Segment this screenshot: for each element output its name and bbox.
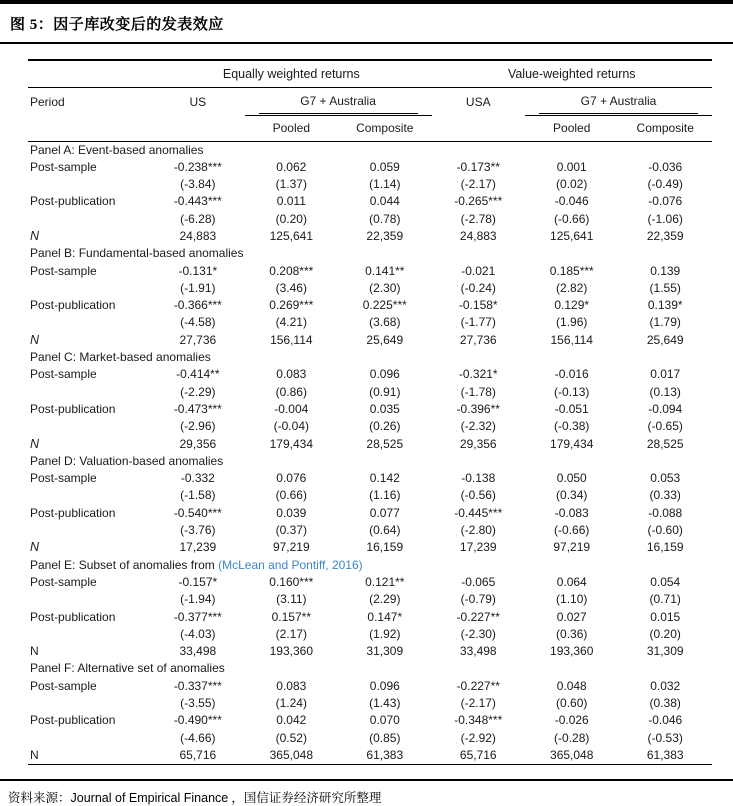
column-header-g7-australia-right	[525, 87, 712, 115]
cell-value: 97,219	[272, 540, 310, 555]
cell-value: (1.79)	[649, 315, 681, 330]
results-table-container	[28, 59, 712, 765]
cell-value: 65,716	[179, 747, 217, 762]
cell-value: (-2.17)	[460, 177, 496, 192]
cell-value: (-0.56)	[460, 488, 496, 503]
column-header-period: Period	[28, 87, 151, 141]
table-body	[28, 141, 712, 765]
cell-value: -0.227**	[456, 609, 500, 624]
cell-value: 0.157**	[271, 609, 311, 624]
cell-value: (-0.60)	[647, 523, 683, 538]
figure-title: 图 5：因子库改变后的发表效应	[10, 17, 224, 33]
cell-value: 0.160***	[269, 574, 314, 589]
row-label: Post-publication	[30, 609, 116, 624]
column-header-composite-left: Composite	[338, 115, 431, 141]
panel-title-text: Panel A: Event-based anomalies	[30, 142, 204, 157]
cell-value: -0.332	[180, 471, 215, 486]
row-label: N	[30, 540, 40, 555]
cell-value: 0.096	[369, 678, 400, 693]
table-row	[28, 159, 712, 176]
cell-value: 365,048	[269, 747, 313, 762]
cell-value: (-2.32)	[460, 419, 496, 434]
cell-value: -0.046	[648, 713, 683, 728]
cell-value: -0.445***	[454, 505, 503, 520]
cell-value: -0.337***	[173, 678, 222, 693]
cell-value: 0.225***	[362, 298, 407, 313]
panel-title	[28, 245, 712, 262]
cell-value: -0.158*	[458, 298, 498, 313]
column-header-pooled-left: Pooled	[245, 115, 338, 141]
cell-value: 17,239	[179, 540, 217, 555]
cell-value: (4.21)	[275, 315, 307, 330]
row-label: N	[30, 332, 40, 347]
panel-title-row	[28, 660, 712, 677]
table-row	[28, 436, 712, 453]
cell-value: (1.43)	[369, 696, 401, 710]
cell-value: (-2.30)	[460, 626, 496, 641]
column-header-row	[28, 87, 712, 115]
cell-value: 0.048	[556, 678, 587, 693]
cell-value: 156,114	[270, 332, 313, 347]
row-label	[28, 176, 151, 193]
table-row	[28, 609, 712, 626]
cell-value: (2.17)	[275, 626, 307, 641]
table-row	[28, 574, 712, 591]
row-label: Post-publication	[30, 298, 116, 313]
cell-value: -0.321*	[458, 367, 498, 382]
cell-value: 0.053	[650, 471, 681, 486]
cell-value: (0.13)	[649, 384, 681, 399]
cell-value: 25,649	[646, 332, 684, 347]
cell-value: -0.046	[554, 194, 589, 209]
cell-value: (0.64)	[369, 523, 401, 538]
cell-value: 0.139	[650, 263, 681, 278]
cell-value: (1.92)	[369, 626, 401, 641]
panel-title-row	[28, 453, 712, 470]
panel-title-row	[28, 141, 712, 159]
table-row	[28, 193, 712, 210]
cell-value: (2.29)	[369, 592, 401, 607]
cell-value: (-1.78)	[460, 384, 496, 399]
cell-value: (-2.78)	[460, 211, 496, 226]
table-row	[28, 487, 712, 504]
cell-value: 0.054	[650, 574, 681, 589]
cell-value: (1.37)	[275, 177, 307, 192]
cell-value: (-2.92)	[460, 730, 496, 745]
row-label	[28, 730, 151, 747]
panel-title	[28, 453, 712, 470]
cell-value: (-0.53)	[647, 730, 683, 745]
cell-value: (-0.66)	[554, 211, 590, 226]
g7-australia-right-label: G7 + Australia	[539, 88, 698, 114]
cell-value: 0.032	[650, 678, 681, 693]
table-row	[28, 626, 712, 643]
row-label: Post-sample	[30, 471, 97, 486]
cell-value: 28,525	[366, 436, 404, 451]
group-header-row	[28, 60, 712, 87]
cell-value: 29,356	[179, 436, 217, 451]
table-row	[28, 418, 712, 435]
table-row	[28, 280, 712, 297]
cell-value: 97,219	[553, 540, 591, 555]
cell-value: 0.042	[276, 713, 307, 728]
cell-value: 0.083	[276, 367, 307, 382]
row-label: Post-publication	[30, 713, 116, 728]
cell-value: -0.377***	[173, 609, 222, 624]
group-header-spacer	[28, 60, 151, 87]
cell-value: -0.443***	[173, 194, 222, 209]
cell-value: 31,309	[366, 644, 404, 659]
cell-value: -0.051	[554, 401, 589, 416]
panel-title-text: Panel F: Alternative set of anomalies	[30, 661, 225, 676]
row-label: Post-publication	[30, 505, 116, 520]
cell-value: 22,359	[646, 228, 684, 243]
row-label	[28, 280, 151, 297]
table-row	[28, 211, 712, 228]
row-label: N	[30, 644, 39, 659]
column-header-pooled-right: Pooled	[525, 115, 618, 141]
cell-value: (0.02)	[556, 177, 588, 192]
cell-value: -0.366***	[173, 298, 222, 313]
cell-value: -0.490***	[173, 713, 222, 728]
panel-title	[28, 141, 712, 159]
cell-value: (1.24)	[275, 696, 307, 710]
cell-value: (0.38)	[649, 696, 681, 710]
cell-value: -0.138	[461, 471, 496, 486]
cell-value: 0.039	[276, 505, 307, 520]
row-label: Post-sample	[30, 367, 97, 382]
cell-value: -0.396**	[456, 401, 500, 416]
cell-value: 29,356	[459, 436, 497, 451]
panel-title-text: Panel E: Subset of anomalies from	[30, 557, 219, 572]
table-row	[28, 730, 712, 747]
row-label	[28, 695, 151, 712]
cell-value: (-0.24)	[460, 280, 496, 295]
cell-value: -0.348***	[454, 713, 503, 728]
cell-value: (0.91)	[369, 384, 401, 399]
cell-value: 0.059	[369, 159, 400, 174]
cell-value: (0.20)	[275, 211, 307, 226]
group-header-value-weighted: Value-weighted returns	[432, 60, 712, 87]
row-label	[28, 314, 151, 331]
cell-value: -0.131*	[178, 263, 218, 278]
panel-title-row	[28, 349, 712, 366]
table-row	[28, 366, 712, 383]
cell-value: (0.78)	[369, 211, 401, 226]
table-row	[28, 712, 712, 729]
cell-value: 0.129*	[554, 298, 590, 313]
table-row	[28, 228, 712, 245]
cell-value: 0.062	[276, 159, 307, 174]
cell-value: -0.173**	[456, 159, 500, 174]
cell-value: -0.065	[461, 574, 496, 589]
table-row	[28, 314, 712, 331]
cell-value: 27,736	[179, 332, 217, 347]
cell-value: (-1.06)	[647, 211, 683, 226]
row-label	[28, 384, 151, 401]
cell-value: (3.11)	[276, 592, 307, 607]
cell-value: 0.147*	[367, 609, 403, 624]
cell-value: 61,383	[646, 747, 684, 762]
cell-value: 24,883	[459, 228, 497, 243]
panel-title-text: Panel D: Valuation-based anomalies	[30, 453, 224, 468]
cell-value: 0.269***	[269, 298, 314, 313]
g7-australia-left-label: G7 + Australia	[259, 88, 418, 114]
cell-value: (0.34)	[556, 488, 588, 503]
cell-value: 0.050	[556, 471, 587, 486]
cell-value: (-4.03)	[180, 626, 216, 641]
cell-value: 0.001	[556, 159, 587, 174]
row-label: N	[30, 747, 39, 762]
cell-value: (-0.66)	[554, 523, 590, 538]
cell-value: -0.094	[648, 401, 683, 416]
cell-value: 33,498	[179, 644, 217, 659]
title-divider	[0, 42, 733, 44]
row-label: Post-sample	[30, 159, 97, 174]
cell-value: (-2.80)	[460, 523, 496, 538]
cell-value: 25,649	[366, 332, 404, 347]
cell-value: 179,434	[269, 436, 313, 451]
cell-value: 193,360	[269, 644, 313, 659]
cell-value: (-3.84)	[180, 177, 216, 192]
cell-value: (-6.28)	[180, 211, 216, 226]
cell-value: 0.142	[369, 471, 400, 486]
cell-value: (0.66)	[275, 488, 307, 503]
source-suffix: ，国信证券经济研究所整理	[228, 791, 382, 806]
cell-value: (3.46)	[275, 280, 307, 295]
cell-value: 17,239	[459, 540, 497, 555]
cell-value: (0.37)	[275, 523, 307, 538]
cell-value: (0.26)	[369, 419, 401, 434]
cell-value: 61,383	[366, 747, 404, 762]
cell-value: 0.027	[556, 609, 587, 624]
cell-value: -0.540***	[173, 505, 222, 520]
cell-value: (0.71)	[649, 592, 681, 607]
cell-value: -0.238***	[173, 159, 222, 174]
cell-value: 0.017	[650, 367, 681, 382]
cell-value: 65,716	[459, 747, 497, 762]
cell-value: (0.36)	[556, 626, 588, 641]
cell-value: (1.10)	[556, 592, 588, 607]
column-header-composite-right: Composite	[618, 115, 712, 141]
cell-value: (-0.38)	[554, 419, 590, 434]
cell-value: -0.021	[461, 263, 496, 278]
cell-value: (0.52)	[275, 730, 307, 745]
group-header-equally-weighted: Equally weighted returns	[151, 60, 431, 87]
cell-value: (-2.96)	[180, 419, 216, 434]
cell-value: -0.016	[554, 367, 589, 382]
row-label: Post-sample	[30, 263, 97, 278]
cell-value: -0.157*	[178, 574, 218, 589]
cell-value: (-2.17)	[460, 696, 496, 710]
row-label: Post-sample	[30, 678, 97, 693]
panel-title	[28, 660, 712, 677]
cell-value: 24,883	[179, 228, 217, 243]
cell-value: 16,159	[646, 540, 684, 555]
source-prefix: 资料来源：	[8, 791, 71, 806]
panel-title	[28, 349, 712, 366]
cell-value: 0.077	[369, 505, 400, 520]
citation-link[interactable]: (McLean and Pontiff, 2016)	[218, 557, 363, 572]
row-label: N	[30, 436, 40, 451]
cell-value: -0.265***	[454, 194, 503, 209]
cell-value: -0.088	[648, 505, 683, 520]
cell-value: -0.414**	[176, 367, 220, 382]
cell-value: (-1.91)	[180, 280, 216, 295]
cell-value: 156,114	[550, 332, 593, 347]
results-table	[28, 59, 712, 765]
table-row	[28, 263, 712, 280]
cell-value: -0.026	[554, 713, 589, 728]
table-row	[28, 695, 712, 712]
table-row	[28, 297, 712, 314]
cell-value: (3.68)	[369, 315, 401, 330]
cell-value: (-0.28)	[554, 730, 590, 745]
row-label	[28, 418, 151, 435]
cell-value: 0.139*	[647, 298, 683, 313]
cell-value: 125,641	[269, 228, 313, 243]
cell-value: (0.60)	[556, 696, 588, 710]
table-row	[28, 470, 712, 487]
cell-value: 27,736	[459, 332, 497, 347]
cell-value: 125,641	[550, 228, 594, 243]
cell-value: 31,309	[646, 644, 684, 659]
cell-value: 0.076	[276, 471, 307, 486]
table-row	[28, 747, 712, 765]
cell-value: -0.004	[274, 401, 309, 416]
column-header-g7-australia-left	[245, 87, 432, 115]
cell-value: (1.14)	[369, 177, 401, 192]
cell-value: -0.076	[648, 194, 683, 209]
row-label	[28, 487, 151, 504]
row-label	[28, 591, 151, 608]
cell-value: 0.185***	[549, 263, 594, 278]
cell-value: (0.33)	[649, 488, 681, 503]
cell-value: (-0.13)	[554, 384, 590, 399]
source-journal: Journal of Empirical Finance	[70, 791, 229, 806]
cell-value: (1.16)	[369, 488, 401, 503]
cell-value: 365,048	[550, 747, 594, 762]
table-row	[28, 678, 712, 695]
cell-value: (0.86)	[275, 384, 307, 399]
cell-value: 0.035	[369, 401, 400, 416]
cell-value: 0.121**	[365, 574, 405, 589]
cell-value: (2.30)	[369, 280, 401, 295]
row-label	[28, 626, 151, 643]
cell-value: -0.473***	[173, 401, 222, 416]
cell-value: 16,159	[366, 540, 404, 555]
cell-value: (-1.77)	[460, 315, 496, 330]
cell-value: (-1.58)	[180, 488, 216, 503]
column-header-usa: USA	[432, 87, 525, 141]
cell-value: 179,434	[550, 436, 594, 451]
table-row	[28, 176, 712, 193]
cell-value: -0.083	[554, 505, 589, 520]
cell-value: 193,360	[550, 644, 594, 659]
panel-title	[28, 557, 712, 574]
cell-value: (-1.94)	[180, 592, 216, 607]
panel-title-row	[28, 557, 712, 574]
cell-value: 0.070	[369, 713, 400, 728]
cell-value: 22,359	[366, 228, 404, 243]
cell-value: 0.083	[276, 678, 307, 693]
cell-value: (1.55)	[649, 280, 681, 295]
row-label: Post-sample	[30, 574, 97, 589]
cell-value: (-2.29)	[180, 384, 216, 399]
cell-value: 33,498	[459, 644, 497, 659]
table-row	[28, 591, 712, 608]
table-row	[28, 643, 712, 660]
panel-title-text: Panel B: Fundamental-based anomalies	[30, 246, 244, 261]
cell-value: (1.96)	[556, 315, 588, 330]
cell-value: (2.82)	[556, 280, 588, 295]
cell-value: (-4.58)	[180, 315, 216, 330]
panel-title-row	[28, 245, 712, 262]
cell-value: 0.044	[369, 194, 400, 209]
cell-value: (-0.79)	[460, 592, 496, 607]
cell-value: (0.85)	[369, 730, 401, 745]
cell-value: (-4.66)	[180, 730, 216, 745]
cell-value: 28,525	[646, 436, 684, 451]
cell-value: 0.096	[369, 367, 400, 382]
cell-value: (-0.65)	[647, 419, 683, 434]
table-row	[28, 505, 712, 522]
row-label	[28, 522, 151, 539]
row-label: Post-publication	[30, 194, 116, 209]
row-label: Post-publication	[30, 401, 116, 416]
cell-value: (0.20)	[649, 626, 681, 641]
cell-value: (-0.49)	[647, 177, 683, 192]
cell-value: (-3.76)	[180, 523, 216, 538]
cell-value: 0.208***	[269, 263, 314, 278]
table-row	[28, 539, 712, 556]
cell-value: -0.036	[648, 159, 683, 174]
cell-value: 0.064	[556, 574, 587, 589]
source-note	[0, 781, 733, 806]
row-label: N	[30, 228, 40, 243]
cell-value: -0.227**	[456, 678, 500, 693]
cell-value: 0.141**	[365, 263, 405, 278]
panel-title-text: Panel C: Market-based anomalies	[30, 350, 211, 365]
column-header-us: US	[151, 87, 244, 141]
cell-value: 0.011	[276, 194, 306, 209]
table-row	[28, 332, 712, 349]
cell-value: (-3.55)	[180, 696, 216, 710]
cell-value: (-0.04)	[273, 419, 309, 434]
row-label	[28, 211, 151, 228]
cell-value: 0.015	[650, 609, 681, 624]
table-row	[28, 384, 712, 401]
table-row	[28, 401, 712, 418]
table-row	[28, 522, 712, 539]
